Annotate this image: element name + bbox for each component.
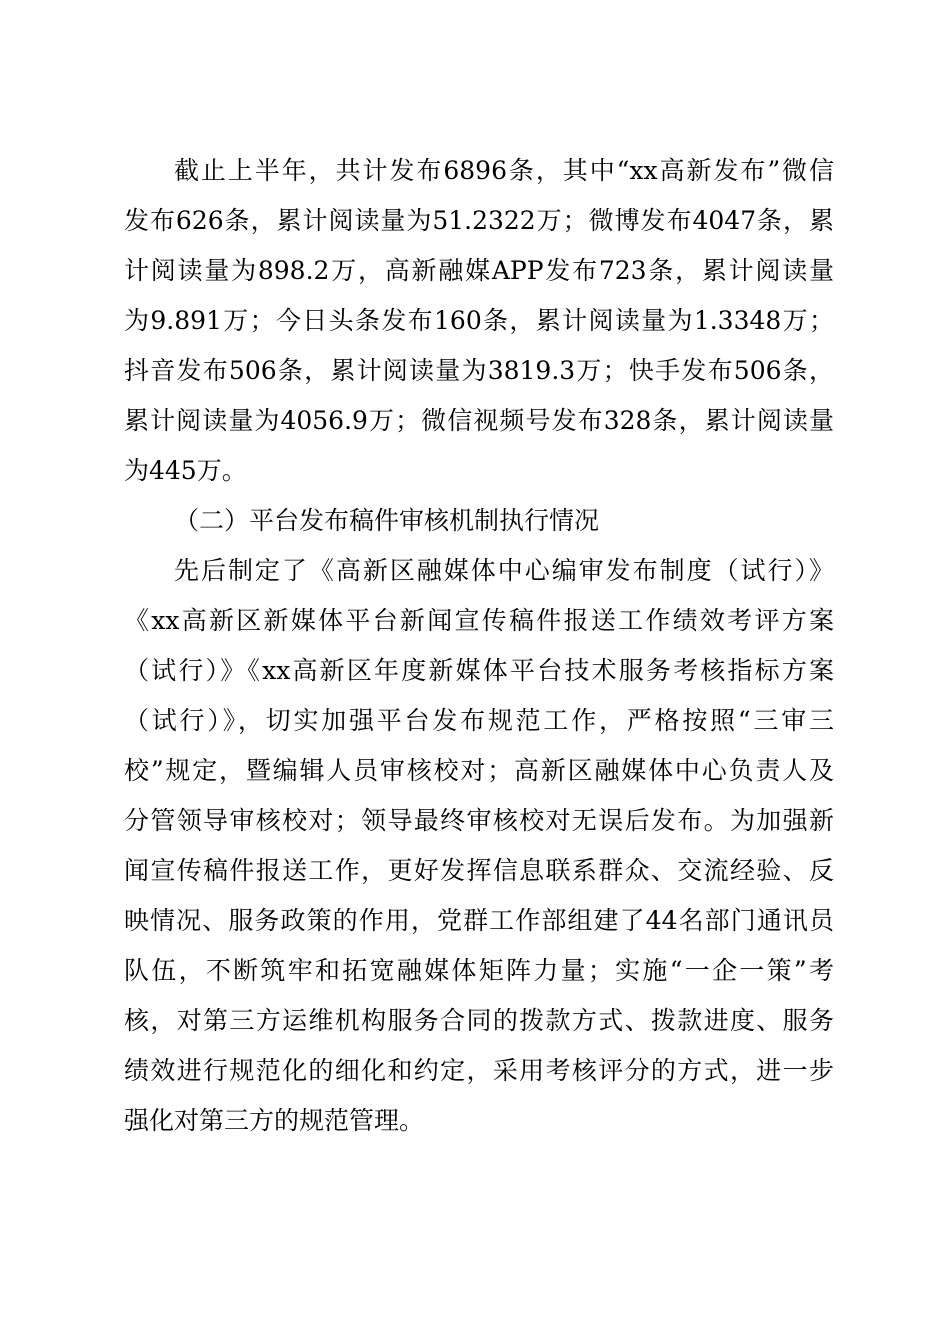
paragraph-2-line-2: 《xx高新区新媒体平台新闻宣传稿件报送工作绩效考评方案: [124, 606, 834, 635]
paragraph-2-line-7: 闻宣传稿件报送工作，更好发挥信息联系群众、交流经验、反: [124, 856, 834, 885]
paragraph-1-line-1: 截止上半年，共计发布6896条，其中“xx高新发布”微信: [174, 156, 834, 185]
paragraph-2-line-11: 绩效进行规范化的细化和约定，采用考核评分的方式，进一步: [124, 1056, 834, 1085]
paragraph-1-line-4: 为9.891万；今日头条发布160条，累计阅读量为1.3348万；: [124, 306, 834, 335]
paragraph-1-line-7: 为445万。: [124, 456, 247, 485]
paragraph-2-line-6: 分管领导审核校对；领导最终审核校对无误后发布。为加强新: [124, 806, 834, 835]
section-heading: （二）平台发布稿件审核机制执行情况: [174, 506, 600, 535]
paragraph-1-line-2: 发布626条，累计阅读量为51.2322万；微博发布4047条，累: [124, 206, 834, 235]
paragraph-1-line-5: 抖音发布506条，累计阅读量为3819.3万；快手发布506条，: [124, 356, 834, 385]
paragraph-1-line-6: 累计阅读量为4056.9万；微信视频号发布328条，累计阅读量: [124, 406, 834, 435]
paragraph-2-line-12: 强化对第三方的规范管理。: [124, 1106, 425, 1135]
paragraph-2-line-9: 队伍，不断筑牢和拓宽融媒体矩阵力量；实施“一企一策”考: [124, 956, 834, 985]
paragraph-2-line-10: 核，对第三方运维机构服务合同的拨款方式、拨款进度、服务: [124, 1006, 834, 1035]
paragraph-2-line-4: （试行）》，切实加强平台发布规范工作，严格按照“三审三: [124, 706, 834, 735]
paragraph-2-line-3: （试行）》《xx高新区年度新媒体平台技术服务考核指标方案: [124, 656, 834, 685]
paragraph-2-line-5: 校”规定，暨编辑人员审核校对；高新区融媒体中心负责人及: [124, 756, 834, 785]
paragraph-2-line-1: 先后制定了《高新区融媒体中心编审发布制度（试行）》: [174, 556, 834, 585]
paragraph-1-line-3: 计阅读量为898.2万，高新融媒APP发布723条，累计阅读量: [124, 256, 834, 285]
paragraph-2-line-8: 映情况、服务政策的作用，党群工作部组建了44名部门通讯员: [124, 906, 834, 935]
